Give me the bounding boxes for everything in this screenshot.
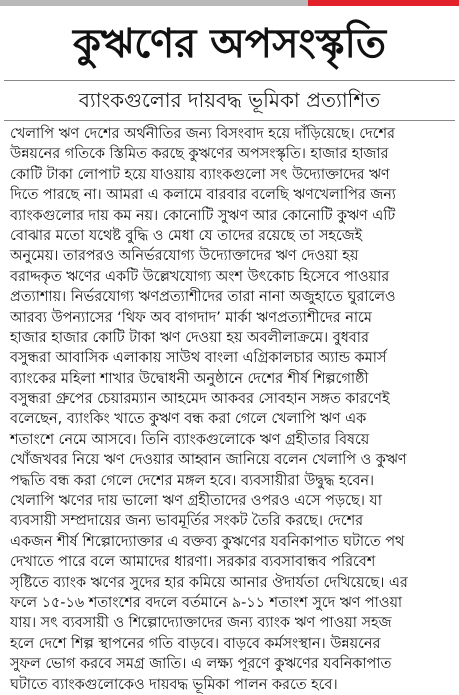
- article-line: হাজার হাজার কোটি টাকা ঋণ দেওয়া হয় অবলীলাক্রমে। বুধবার: [10, 329, 369, 346]
- article-line: ব্যবসায়ী সম্প্রদায়ের জন্য ভাবমূর্তির সংকট তৈরি করছে। দেশের: [10, 513, 364, 530]
- article-line: খোঁজখবর নিয়ে ঋণ দেওয়ার আহ্বান জানিয়ে বলেন খেলাপি ও কুঋণ: [10, 452, 407, 469]
- article-line: ঘটাতে ব্যাংকগুলোকেও দায়বদ্ধ ভূমিকা পালন করতে হবে।: [10, 676, 338, 693]
- article-line: খেলাপি ঋণ দেশের অর্থনীতির জন্য বিসংবাদ হয়ে দাঁড়িয়েছে। দেশের: [10, 126, 395, 142]
- article-line: হলে দেশে শিল্প স্থাপনের গতি বাড়বে। বাড়বে কর্মসংস্থান। উন্নয়নের: [10, 635, 381, 652]
- article-line: বসুন্ধরা গ্রুপের চেয়ারম্যান আহমেদ আকবর সোবহান সঙ্গত কারণেই: [10, 391, 390, 408]
- article-line: কোটি টাকা লোপাট হয়ে যাওয়ায় ব্যাংকগুলো সৎ উদ্যোক্তাদের ঋণ: [10, 166, 390, 183]
- top-color-bar: [0, 0, 459, 6]
- article-line: সৃষ্টিতে ব্যাংক ঋণের সুদের হার কমিয়ে আনার ঔদার্যতা দেখিয়েছে। এর: [10, 574, 408, 591]
- article-line: বরাদ্দকৃত ঋণের একটি উল্লেখযোগ্য অংশ উৎকোচ হিসেবে পাওয়ার: [10, 268, 390, 285]
- article-line: বোঝার মতো যথেষ্ট বুদ্ধি ও মেধা যে তাদের রয়েছে তা সহজেই: [10, 227, 363, 244]
- article-line: ফলে ১৫-১৬ শতাংশের বদলে বর্তমানে ৯-১১ শতাংশ সুদে ঋণ পাওয়া: [10, 594, 403, 611]
- article-line: পদ্ধতি বন্ধ করা গেলে দেশের মঙ্গল হবে। ব্যবসায়ীরা উদ্বুদ্ধ হবেন।: [10, 472, 375, 489]
- article-line: প্রত্যাশায়। নির্ভরযোগ্য ঋণপ্রত্যাশীদের তারা নানা অজুহাতে ঘুরালেও: [10, 289, 396, 306]
- article-line: দেখাতে পারে বলে আমাদের ধারণা। সরকার ব্যবসাবান্ধব পরিবেশ: [10, 554, 376, 571]
- top-bar-gray-segment: [0, 0, 308, 6]
- article-line: বসুন্ধরা আবাসিক এলাকায় সাউথ বাংলা এগ্রিকালচার অ্যান্ড কমার্স: [10, 350, 387, 367]
- article-line: শতাংশে নেমে আসবে। তিনি ব্যাংকগুলোকে ঋণ গ্রহীতার বিষয়ে: [10, 431, 370, 448]
- article-body: [10, 124, 450, 693]
- article-line: যায়। সৎ ব্যবসায়ী ও শিল্পোদ্যোক্তাদের জন্য ব্যাংক ঋণ পাওয়া সহজ: [10, 615, 392, 632]
- article-line: ব্যাংকগুলোর দায় কম নয়। কোনোটি সুঋণ আর কোনোটি কুঋণ এটি: [10, 207, 396, 224]
- article-line: একজন শীর্ষ শিল্পোদ্যোক্তার এ বক্তব্য কুঋণের যবনিকাপাত ঘটাতে পথ: [10, 533, 405, 550]
- article-line: সুফল ভোগ করবে সমগ্র জাতি। এ লক্ষ্য পূরণে কুঋণের যবনিকাপাত: [10, 656, 392, 673]
- subheadline: ব্যাংকগুলোর দায়বদ্ধ ভূমিকা প্রত্যাশিত: [78, 88, 381, 112]
- subheadline-divider: [4, 120, 455, 121]
- article-line: দিতে পারছে না। আমরা এ কলামে বারবার বলেছি ঋণখেলাপির জন্য: [10, 187, 396, 204]
- headline-divider: [4, 80, 455, 81]
- article-line: উন্নয়নের গতিকে স্তিমিত করছে কুঋণের অপসংস্কৃতি। হাজার হাজার: [10, 146, 389, 163]
- article-line: ব্যাংকের মহিলা শাখার উদ্বোধনী অনুষ্ঠানে দেশের শীর্ষ শিল্পগোষ্ঠী: [10, 370, 369, 387]
- top-bar-red-segment: [308, 0, 459, 6]
- headline: কুঋণের অপসংস্কৃতি: [73, 21, 386, 67]
- article-line: আরব্য উপন্যাসের ‘থিফ অব বাগদাদ’ মার্কা ঋণপ্রত্যাশীদের নামে: [10, 309, 372, 326]
- article-line: খেলাপি ঋণের দায় ভালো ঋণ গ্রহীতাদের ওপরও এসে পড়ছে। যা: [10, 493, 382, 510]
- article-line: বলেছেন, ব্যাংকিং খাতে কুঋণ বন্ধ করা গেলে খেলাপি ঋণ এক: [10, 411, 367, 428]
- article-line: অনুমেয়। তারপরও অনির্ভরযোগ্য উদ্যোক্তাদের ঋণ দেওয়া হয়: [10, 248, 359, 265]
